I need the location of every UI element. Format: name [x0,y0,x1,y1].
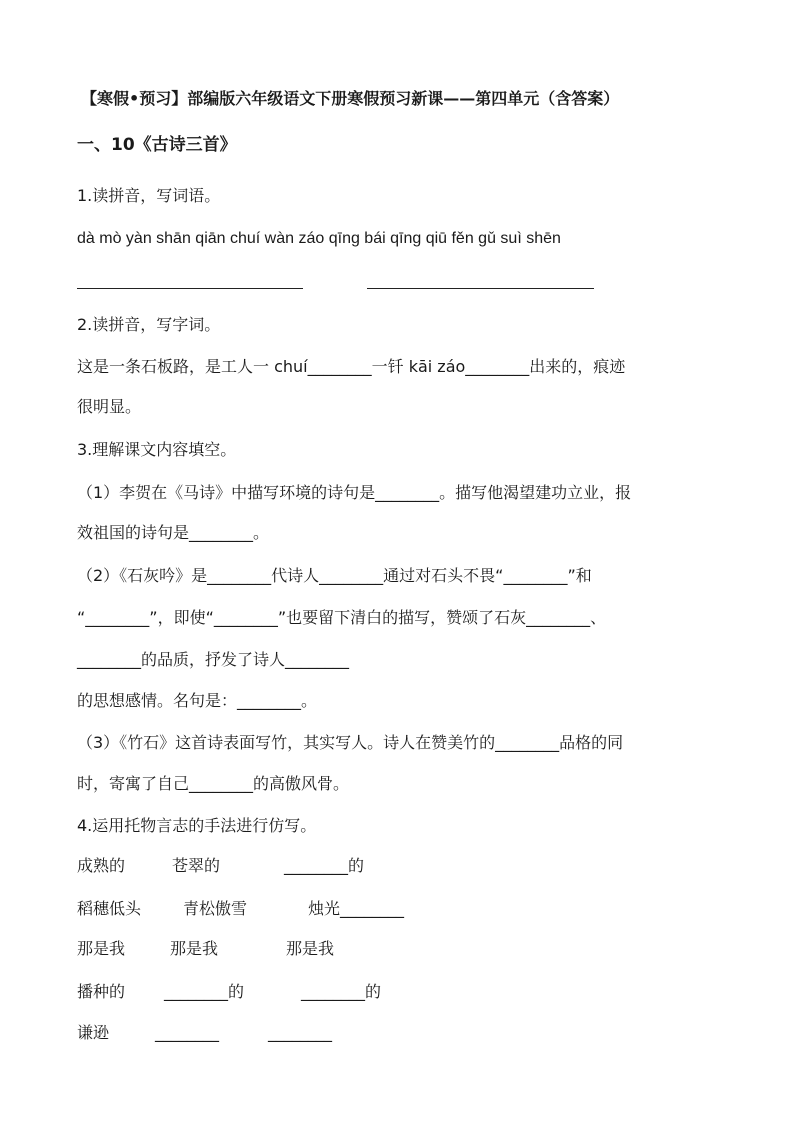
imitation-cell: 那是我 [77,939,126,958]
imitation-cell: 青松傲雪 [183,899,248,918]
section-heading: 一、10《古诗三首》 [77,135,237,155]
imitation-cell: ________ [155,1023,219,1042]
imitation-cell: 稻穗低头 [77,899,142,918]
question-3-part-2-line-1: （2）《石灰吟》是________代诗人________通过对石头不畏“________”和 [77,566,592,585]
question-3-part-1-line-1: （1）李贺在《马诗》中描写环境的诗句是________。描写他渴望建功立业，报 [77,483,632,502]
question-3-prompt: 3.理解课文内容填空。 [77,440,237,459]
question-3-part-2-line-2: “________”，即使“________”也要留下清白的描写，赞颂了石灰________、 [77,608,607,627]
imitation-cell: 播种的 [77,982,126,1001]
question-2-sentence-line-1: 这是一条石板路，是工人一 chuí________一钎 kāi záo________出来的，痕迹 [77,357,626,376]
imitation-cell: 成熟的 [77,856,126,875]
imitation-cell: 苍翠的 [172,856,221,875]
imitation-cell: 那是我 [170,939,219,958]
document-title: 【寒假•预习】部编版六年级语文下册寒假预习新课——第四单元（含答案） [81,89,620,108]
question-3-part-3-line-1: （3）《竹石》这首诗表面写竹，其实写人。诗人在赞美竹的________品格的同 [77,733,624,752]
question-1-prompt: 1.读拼音，写词语。 [77,186,221,205]
imitation-cell: ________的 [164,982,245,1001]
question-3-part-3-line-2: 时，寄寓了自己________的高傲风骨。 [77,774,350,793]
question-2-prompt: 2.读拼音，写字词。 [77,315,221,334]
question-3-part-1-line-2: 效祖国的诗句是________。 [77,523,270,542]
answer-line-1[interactable] [77,288,303,289]
question-2-sentence-line-2: 很明显。 [77,397,142,416]
imitation-cell: 那是我 [286,939,335,958]
imitation-cell: 烛光________ [308,899,405,918]
question-1-pinyin: dà mò yàn shān qiān chuí wàn záo qīng bái qīng qiū fěn gǔ suì shēn [77,230,561,247]
question-4-prompt: 4.运用托物言志的手法进行仿写。 [77,816,317,835]
imitation-cell: ________的 [284,856,365,875]
question-3-part-2-line-4: 的思想感情。名句是：________。 [77,691,318,710]
imitation-cell: ________ [268,1023,332,1042]
imitation-cell: ________的 [301,982,382,1001]
answer-line-2[interactable] [367,288,594,289]
imitation-cell: 谦逊 [77,1023,110,1042]
question-3-part-2-line-3: ________的品质，抒发了诗人________ [77,650,350,669]
